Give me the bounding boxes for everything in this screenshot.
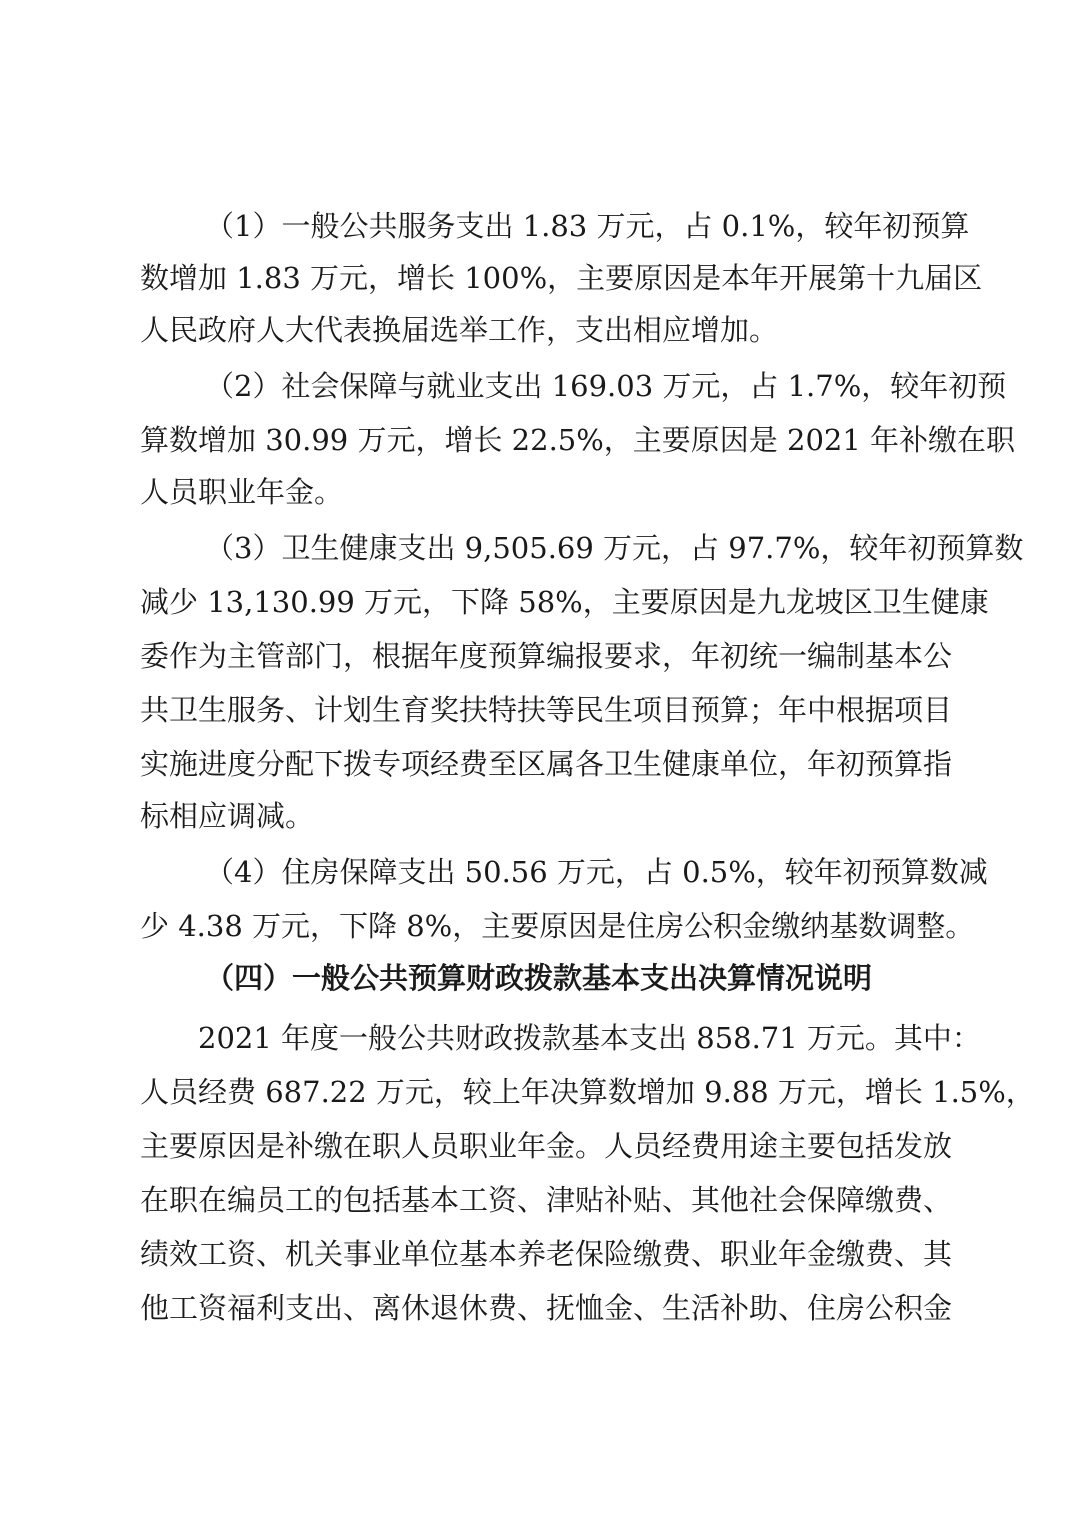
paragraph-5-line-2: 人员经费 687.22 万元，较上年决算数增加 9.88 万元，增长 1.5%， [140,1075,1035,1109]
paragraph-1-line-2: 数增加 1.83 万元，增长 100%，主要原因是本年开展第十九届区 [140,261,983,295]
paragraph-3-line-5: 实施进度分配下拨专项经费至区属各卫生健康单位，年初预算指 [140,747,953,781]
paragraph-1-line-3: 人民政府人大代表换届选举工作，支出相应增加。 [140,313,779,347]
paragraph-3-line-2: 减少 13,130.99 万元，下降 58%，主要原因是九龙坡区卫生健康 [140,585,989,619]
paragraph-5-line-5: 绩效工资、机关事业单位基本养老保险缴费、职业年金缴费、其 [140,1237,953,1271]
section-heading: （四）一般公共预算财政拨款基本支出决算情况说明 [205,961,873,995]
paragraph-1-line-1: （1）一般公共服务支出 1.83 万元，占 0.1%，较年初预算 [205,209,970,243]
paragraph-2-line-2: 算数增加 30.99 万元，增长 22.5%，主要原因是 2021 年补缴在职 [140,423,1016,457]
paragraph-4-line-1: （4）住房保障支出 50.56 万元，占 0.5%，较年初预算数减 [205,855,988,889]
paragraph-4-line-2: 少 4.38 万元，下降 8%，主要原因是住房公积金缴纳基数调整。 [140,909,975,943]
paragraph-5-line-6: 他工资福利支出、离休退休费、抚恤金、生活补助、住房公积金 [140,1291,953,1325]
paragraph-2-line-3: 人员职业年金。 [140,475,344,509]
paragraph-3-line-3: 委作为主管部门，根据年度预算编报要求，年初统一编制基本公 [140,639,953,673]
paragraph-2-line-1: （2）社会保障与就业支出 169.03 万元，占 1.7%，较年初预 [205,369,1007,403]
paragraph-3-line-4: 共卫生服务、计划生育奖扶特扶等民生项目预算；年中根据项目 [140,693,953,727]
paragraph-3-line-6: 标相应调减。 [140,799,315,833]
paragraph-5-line-3: 主要原因是补缴在职人员职业年金。人员经费用途主要包括发放 [140,1129,953,1163]
paragraph-5-line-1: 2021 年度一般公共财政拨款基本支出 858.71 万元。其中： [198,1021,981,1055]
paragraph-5-line-4: 在职在编员工的包括基本工资、津贴补贴、其他社会保障缴费、 [140,1183,953,1217]
paragraph-3-line-1: （3）卫生健康支出 9,505.69 万元，占 97.7%，较年初预算数 [205,531,1024,565]
